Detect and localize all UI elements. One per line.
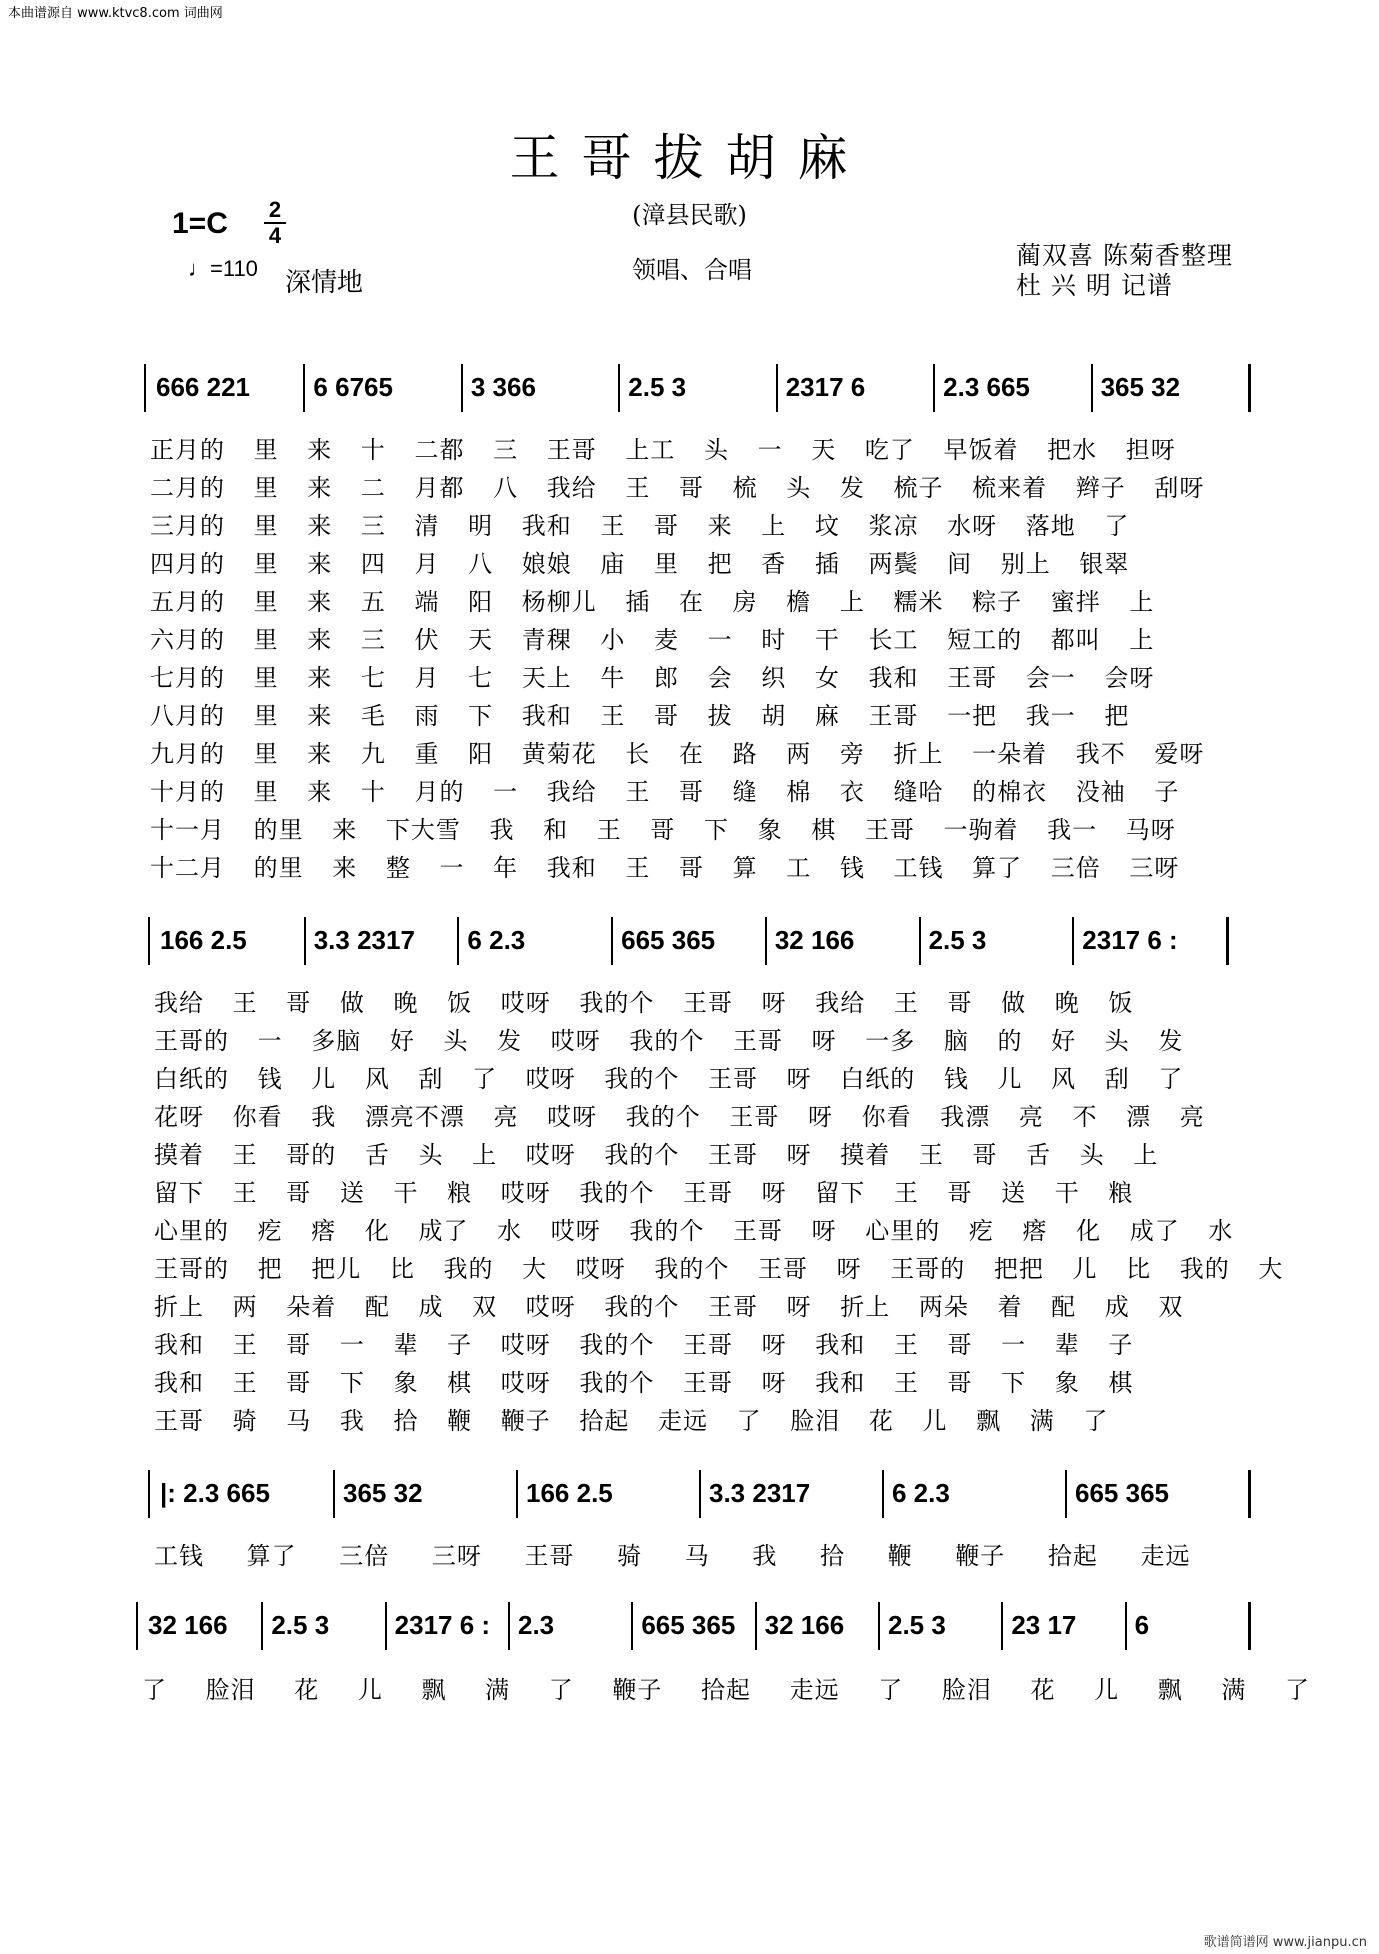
lyric-line: 十一月 的里 来 下大雪 我 和 王 哥 下 象 棋 王哥 一驹着 我一 马呀	[150, 816, 1176, 844]
barline	[516, 1470, 518, 1518]
measure-notes: 2.3 665	[943, 372, 1030, 402]
barline	[144, 364, 146, 412]
credit-transcriber: 杜 兴 明 记谱	[1016, 271, 1173, 300]
barline	[148, 917, 150, 965]
lyric-line: 摸着 王 哥的 舌 头 上 哎呀 我的个 王哥 呀 摸着 王 哥 舌 头 上	[154, 1141, 1159, 1169]
measure-notes: 365 32	[1100, 372, 1181, 402]
song-subtitle: (漳县民歌)	[632, 201, 747, 229]
lyric-line: 我和 王 哥 下 象 棋 哎呀 我的个 王哥 呀 我和 王 哥 下 象 棋	[154, 1369, 1134, 1397]
site-footer: 歌谱简谱网 www.jianpu.cn	[1203, 1935, 1367, 1950]
barline	[755, 1602, 757, 1650]
key-signature: 1=C	[172, 207, 228, 240]
measure-notes: 166 2.5	[160, 925, 247, 955]
barline	[136, 1602, 138, 1650]
measure-notes: 665 365	[621, 925, 716, 955]
measure-notes: 2317 6 :	[1082, 925, 1178, 955]
lyric-line: 了 脸泪 花 儿 飘 满 了 鞭子 拾起 走远 了 脸泪 花 儿 飘 满 了	[142, 1676, 1311, 1704]
barline	[699, 1470, 701, 1518]
barline	[878, 1602, 880, 1650]
lyric-line: 七月的 里 来 七 月 七 天上 牛 郎 会 织 女 我和 王哥 会一 会呀	[150, 664, 1155, 692]
lyric-line: 王哥 骑 马 我 拾 鞭 鞭子 拾起 走远 了 脸泪 花 儿 飘 满 了	[154, 1407, 1109, 1435]
barline	[461, 364, 463, 412]
lyric-line: 王哥的 把 把儿 比 我的 大 哎呀 我的个 王哥 呀 王哥的 把把 儿 比 我的 大	[154, 1255, 1284, 1283]
barline	[933, 364, 935, 412]
lyric-line: 三月的 里 来 三 清 明 我和 王 哥 来 上 坟 浆凉 水呀 落地 了	[150, 512, 1130, 540]
measure-notes: 665 365	[1075, 1478, 1169, 1508]
lyric-line: 我给 王 哥 做 晚 饭 哎呀 我的个 王哥 呀 我给 王 哥 做 晚 饭	[154, 989, 1134, 1017]
barline	[919, 917, 921, 965]
performance-note: 领唱、合唱	[632, 256, 752, 284]
measure-notes: 6 2.3	[467, 925, 526, 955]
barline	[304, 917, 306, 965]
lyric-line: 二月的 里 来 二 月都 八 我给 王 哥 梳 头 发 梳子 梳来着 辫子 刮呀	[150, 474, 1205, 502]
measure-notes: 666 221	[156, 372, 250, 402]
barline	[385, 1602, 387, 1650]
barline	[882, 1470, 884, 1518]
measure-notes: 3.3 2317	[709, 1478, 811, 1508]
lyric-line: 八月的 里 来 毛 雨 下 我和 王 哥 拔 胡 麻 王哥 一把 我一 把	[150, 702, 1130, 730]
measure-notes: 3.3 2317	[313, 925, 415, 955]
lyric-line: 十二月 的里 来 整 一 年 我和 王 哥 算 工 钱 工钱 算了 三倍 三呀	[150, 854, 1180, 882]
barline	[1065, 1470, 1067, 1518]
barline	[1248, 1602, 1251, 1650]
barline	[508, 1602, 510, 1650]
barline	[303, 364, 305, 412]
barline	[1248, 1470, 1251, 1518]
measure-notes: 32 166	[148, 1610, 228, 1640]
barline	[1072, 917, 1074, 965]
lyric-line: 正月的 里 来 十 二都 三 王哥 上工 头 一 天 吃了 早饭着 把水 担呀	[150, 436, 1176, 464]
lyric-line: 我和 王 哥 一 辈 子 哎呀 我的个 王哥 呀 我和 王 哥 一 辈 子	[154, 1331, 1134, 1359]
lyric-line: 折上 两 朵着 配 成 双 哎呀 我的个 王哥 呀 折上 两朵 着 配 成 双	[154, 1293, 1184, 1321]
measure-notes: 2.5 3	[271, 1610, 330, 1640]
barline	[1248, 364, 1251, 412]
lyric-line: 工钱 算了 三倍 三呀 王哥 骑 马 我 拾 鞭 鞭子 拾起 走远	[154, 1542, 1191, 1570]
measure-notes: |: 2.3 665	[160, 1478, 270, 1508]
barline	[776, 364, 778, 412]
measure-notes: 665 365	[641, 1610, 736, 1640]
lyric-line: 留下 王 哥 送 干 粮 哎呀 我的个 王哥 呀 留下 王 哥 送 干 粮	[154, 1179, 1134, 1207]
barline	[1001, 1602, 1003, 1650]
barline	[1125, 1602, 1127, 1650]
barline	[618, 364, 620, 412]
barline	[611, 917, 613, 965]
time-signature-top: 2	[268, 197, 282, 222]
song-title: 王哥拔胡麻	[509, 129, 870, 187]
measure-notes: 6	[1134, 1610, 1150, 1640]
measure-notes: 23 17	[1011, 1610, 1077, 1640]
lyric-line: 王哥的 一 多脑 好 头 发 哎呀 我的个 王哥 呀 一多 脑 的 好 头 发	[154, 1027, 1184, 1055]
barline	[765, 917, 767, 965]
time-signature	[262, 198, 288, 248]
measure-notes: 2.5 3	[628, 372, 687, 402]
lyric-line: 四月的 里 来 四 月 八 娘娘 庙 里 把 香 插 两鬓 间 别上 银翠	[150, 550, 1130, 578]
measure-notes: 32 166	[774, 925, 855, 955]
lyric-line: 白纸的 钱 儿 风 刮 了 哎呀 我的个 王哥 呀 白纸的 钱 儿 风 刮 了	[154, 1065, 1184, 1093]
measure-notes: 2317 6	[785, 372, 866, 402]
lyric-line: 六月的 里 来 三 伏 天 青稞 小 麦 一 时 干 长工 短工的 都叫 上	[150, 626, 1155, 654]
measure-notes: 6 2.3	[892, 1478, 950, 1508]
measure-notes: 32 166	[764, 1610, 845, 1640]
lyric-line: 心里的 疙 瘩 化 成了 水 哎呀 我的个 王哥 呀 心里的 疙 瘩 化 成了 水	[154, 1217, 1234, 1245]
barline	[333, 1470, 335, 1518]
barline	[1226, 917, 1229, 965]
measure-notes: 2.5 3	[928, 925, 987, 955]
lyric-line: 五月的 里 来 五 端 阳 杨柳儿 插 在 房 檐 上 糯米 粽子 蜜拌 上	[150, 588, 1155, 616]
measure-notes: 2317 6 :	[394, 1610, 491, 1640]
measure-notes: 365 32	[343, 1478, 423, 1508]
barline	[148, 1470, 150, 1518]
barline	[457, 917, 459, 965]
mood-marking: 深情地	[285, 268, 364, 298]
tempo-marking: ♩=110	[188, 256, 258, 281]
measure-notes: 3 366	[470, 372, 536, 402]
measure-notes: 6 6765	[313, 372, 393, 402]
lyric-line: 九月的 里 来 九 重 阳 黄菊花 长 在 路 两 旁 折上 一朵着 我不 爱呀	[150, 740, 1205, 768]
lyric-line: 花呀 你看 我 漂亮不漂 亮 哎呀 我的个 王哥 呀 你看 我漂 亮 不 漂 亮	[154, 1103, 1205, 1131]
lyric-line: 十月的 里 来 十 月的 一 我给 王 哥 缝 棉 衣 缝哈 的棉衣 没袖 子	[150, 778, 1180, 806]
credit-arrangers: 蔺双喜 陈菊香整理	[1016, 241, 1233, 270]
barline	[631, 1602, 633, 1650]
measure-notes: 2.5 3	[888, 1610, 946, 1640]
time-signature-bottom: 4	[268, 223, 282, 248]
source-note: 本曲谱源自 www.ktvc8.com 词曲网	[8, 6, 223, 21]
barline	[1091, 364, 1093, 412]
measure-notes: 2.3	[518, 1610, 555, 1640]
measure-notes: 166 2.5	[526, 1478, 613, 1508]
barline	[261, 1602, 263, 1650]
